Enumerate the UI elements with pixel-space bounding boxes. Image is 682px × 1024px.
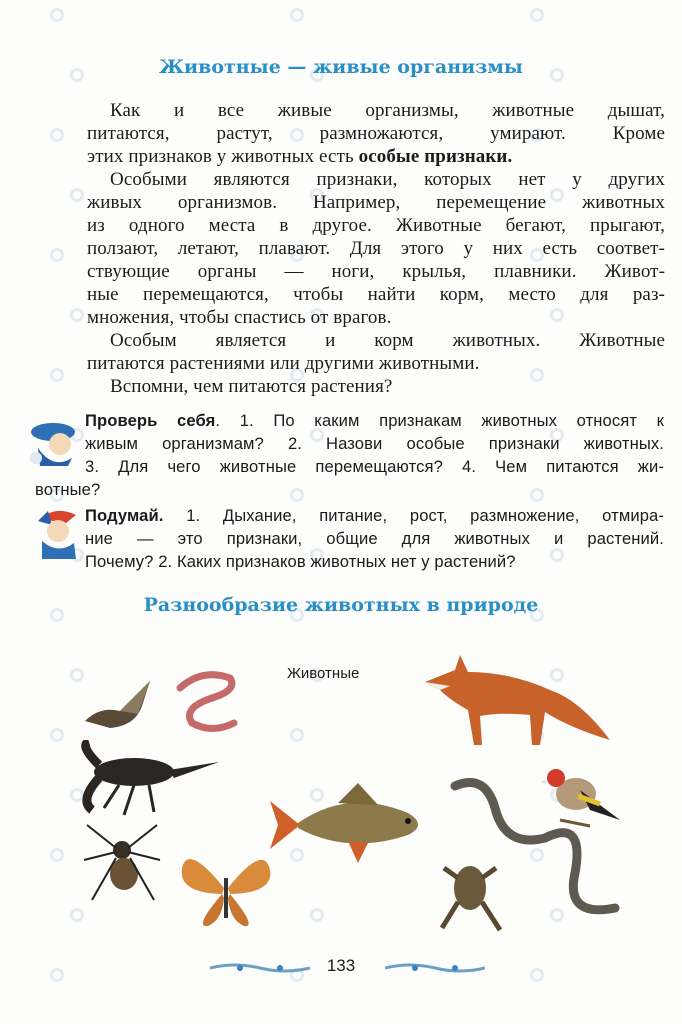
section-title: Животные — живые организмы — [159, 56, 523, 78]
text-line — [85, 504, 664, 527]
page-number: 133 — [326, 956, 356, 975]
text-line: ные перемещаются, чтобы найти корм, место для раз- — [87, 284, 665, 305]
text-line: ползают, летают, плавают. Для этого у них есть соответ- — [87, 238, 665, 259]
watermark-logo-icon — [530, 8, 544, 22]
watermark-logo-icon — [290, 728, 304, 742]
earthworm-illustration — [172, 668, 242, 736]
text-span: этих признаков у животных есть — [87, 146, 359, 167]
text-line: множения, чтобы спастись от врагов. — [87, 307, 392, 328]
section-text — [87, 99, 665, 398]
text-line: Почему? 2. Каких признаков животных нет у растений? — [85, 552, 516, 571]
butterfly-illustration — [178, 848, 274, 930]
think-block — [85, 504, 664, 573]
text-line: живым организмам? 2. Назови особые признаки животных. — [85, 434, 664, 453]
watermark-logo-icon — [50, 848, 64, 862]
watermark-logo-icon — [50, 728, 64, 742]
text-line: из одного места в другое. Животные бегают, прыгают, — [87, 215, 665, 236]
think-label: Подумай. — [85, 506, 164, 525]
text-line: Вспомни, чем питаются растения? — [110, 376, 393, 397]
text-line: ние — это признаки, общие для животных и растений. — [85, 529, 664, 548]
fox-illustration — [420, 650, 616, 750]
text-line: Как и все живые организмы, животные дышат, — [110, 100, 665, 121]
mascot-think-icon — [36, 505, 86, 561]
watermark-logo-icon — [50, 968, 64, 982]
ornament-right-icon — [385, 962, 485, 974]
text-line: Особым является и корм животных. Животные — [110, 330, 665, 351]
text-line: 3. Для чего животные перемещаются? 4. Чем питаются жи- — [85, 457, 664, 476]
diagram-label: Животные — [287, 665, 360, 682]
crayfish-illustration — [74, 740, 224, 818]
key-term: особые признаки. — [358, 146, 513, 167]
text-line: питаются, растут, размножаются, умирают. Кроме — [87, 123, 665, 144]
watermark-logo-icon — [50, 128, 64, 142]
watermark-logo-icon — [70, 908, 84, 922]
watermark-logo-icon — [50, 248, 64, 262]
fish-illustration — [268, 783, 430, 865]
check-label: Проверь себя — [85, 411, 216, 430]
watermark-logo-icon — [50, 8, 64, 22]
spider-illustration — [82, 820, 162, 904]
watermark-logo-icon — [50, 368, 64, 382]
watermark-logo-icon — [70, 188, 84, 202]
text-line: ствующие органы — ноги, крылья, плавники. Живот- — [87, 261, 665, 282]
snail-illustration — [80, 676, 155, 732]
watermark-logo-icon — [70, 308, 84, 322]
text-line: живых организмов. Например, перемещение животных — [87, 192, 665, 213]
mascot-check-icon — [28, 418, 86, 468]
watermark-logo-icon — [530, 968, 544, 982]
text-line — [87, 145, 665, 168]
section-title-diversity: Разнообразие животных в природе — [143, 594, 539, 616]
watermark-logo-icon — [310, 908, 324, 922]
text-span: . 1. По каким признакам животных относят к — [215, 411, 664, 430]
text-line: Особыми являются признаки, которых нет у других — [110, 169, 665, 190]
watermark-logo-icon — [290, 8, 304, 22]
text-line: вотные? — [35, 480, 101, 499]
text-span: 1. Дыхание, питание, рост, размножение, отмира- — [163, 506, 664, 525]
text-line — [85, 409, 664, 432]
check-yourself-block — [35, 409, 664, 501]
frog-illustration — [440, 858, 506, 934]
text-line: питаются растениями или другими животными. — [87, 353, 480, 374]
